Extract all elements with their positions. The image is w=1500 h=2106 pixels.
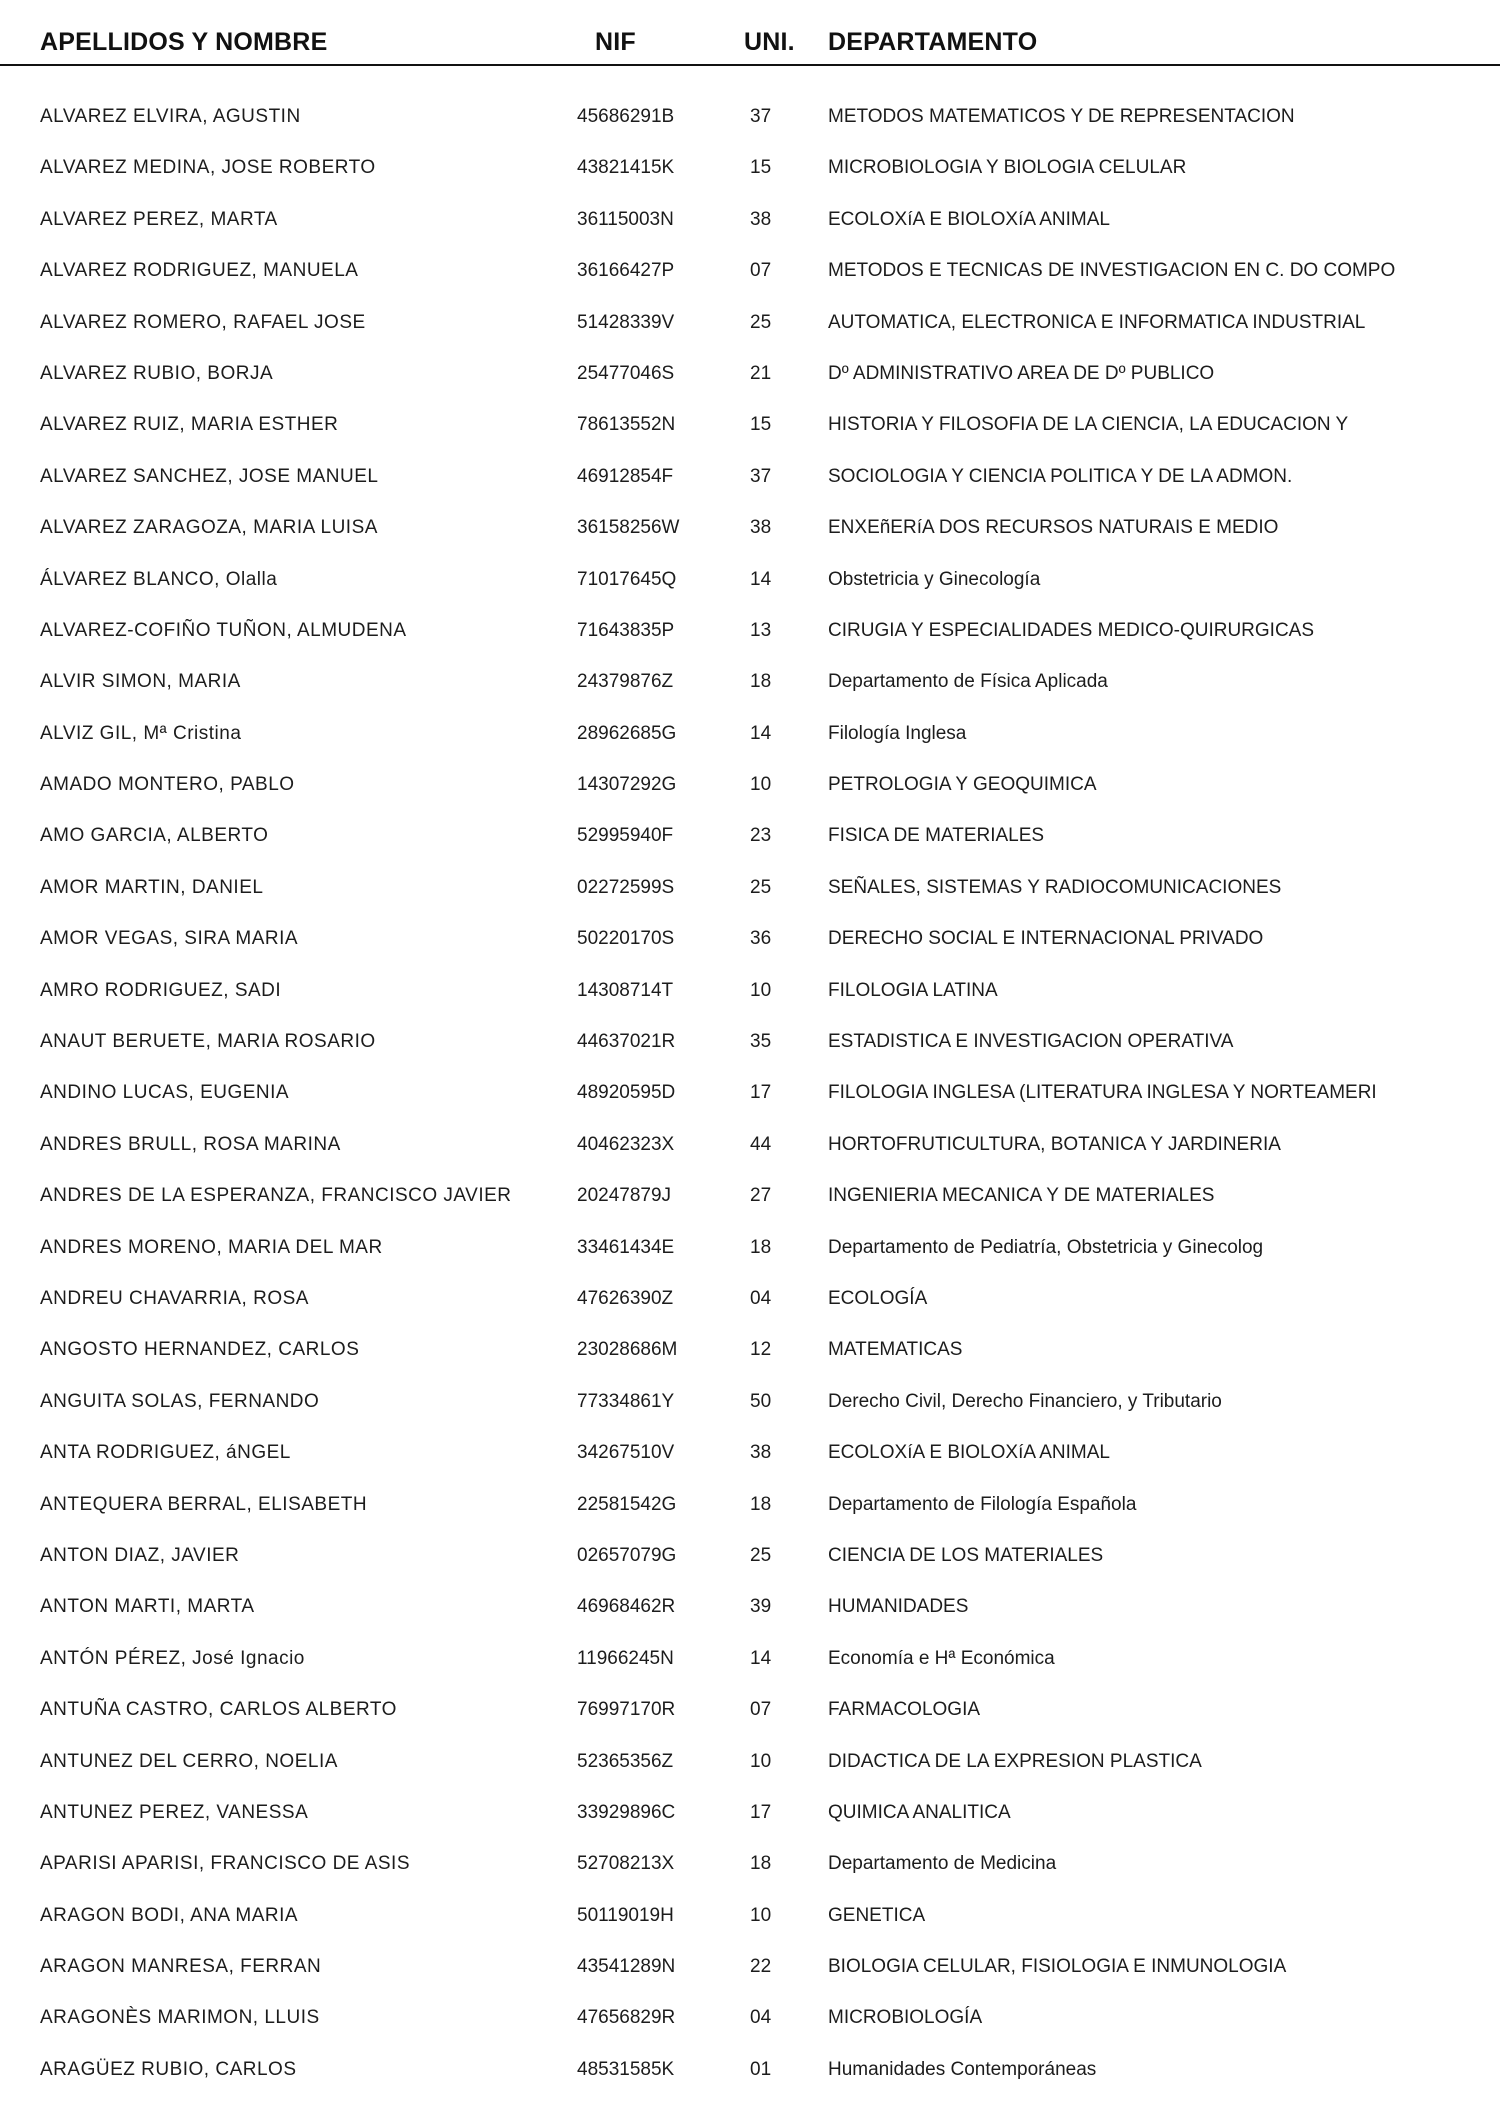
header-divider <box>0 64 1500 66</box>
table-row <box>0 359 1500 410</box>
nif-value: 34267510V <box>577 1442 675 1464</box>
department-name: FILOLOGIA INGLESA (LITERATURA INGLESA Y NORTEAMERI <box>828 1082 1377 1104</box>
person-name: ALVAREZ RUIZ, MARIA ESTHER <box>40 414 339 436</box>
uni-code: 07 <box>750 260 772 282</box>
uni-code: 01 <box>750 2058 772 2080</box>
department-name: ECOLOXíA E BIOLOXíA ANIMAL <box>828 208 1110 230</box>
person-name: ARAGON MANRESA, FERRAN <box>40 1956 322 1978</box>
uni-code: 15 <box>750 157 772 179</box>
person-name: AMOR MARTIN, DANIEL <box>40 876 264 898</box>
table-row <box>0 770 1500 821</box>
nif-value: 48531585K <box>577 2058 675 2080</box>
department-name: ECOLOXíA E BIOLOXíA ANIMAL <box>828 1442 1110 1464</box>
person-name: ANTEQUERA BERRAL, ELISABETH <box>40 1493 368 1515</box>
uni-code: 25 <box>750 311 772 333</box>
department-name: Dº ADMINISTRATIVO AREA DE Dº PUBLICO <box>828 362 1215 384</box>
department-name: FILOLOGIA LATINA <box>828 979 998 1001</box>
table-row <box>0 1541 1500 1592</box>
person-name: ALVAREZ PEREZ, MARTA <box>40 208 278 230</box>
uni-code: 25 <box>750 1544 772 1566</box>
table-row <box>0 1130 1500 1181</box>
table-row <box>0 1798 1500 1849</box>
department-name: Departamento de Filología Española <box>828 1493 1137 1515</box>
department-name: Derecho Civil, Derecho Financiero, y Tributario <box>828 1390 1222 1412</box>
person-name: ALVIZ GIL, Mª Cristina <box>40 722 242 744</box>
person-name: ALVAREZ SANCHEZ, JOSE MANUEL <box>40 465 379 487</box>
person-name: ANTUNEZ PEREZ, VANESSA <box>40 1801 309 1823</box>
department-name: MICROBIOLOGIA Y BIOLOGIA CELULAR <box>828 157 1187 179</box>
nif-value: 77334861Y <box>577 1390 675 1412</box>
uni-code: 10 <box>750 774 772 796</box>
department-name: METODOS MATEMATICOS Y DE REPRESENTACION <box>828 106 1295 127</box>
person-name: ANTON MARTI, MARTA <box>40 1596 255 1618</box>
nif-value: 50119019H <box>577 1904 674 1926</box>
department-name: QUIMICA ANALITICA <box>828 1801 1011 1823</box>
header-uni: UNI. <box>744 28 795 56</box>
department-name: ECOLOGÍA <box>828 1287 928 1309</box>
uni-code: 04 <box>750 1287 772 1309</box>
person-name: ALVAREZ MEDINA, JOSE ROBERTO <box>40 157 376 179</box>
table-row <box>0 924 1500 975</box>
person-name: ANTA RODRIGUEZ, áNGEL <box>40 1442 291 1464</box>
person-name: ALVAREZ RUBIO, BORJA <box>40 362 274 384</box>
uni-code: 13 <box>750 619 772 641</box>
uni-code: 36 <box>750 928 772 950</box>
person-name: ANTON DIAZ, JAVIER <box>40 1544 240 1566</box>
uni-code: 18 <box>750 1493 772 1515</box>
table-row <box>0 308 1500 359</box>
table-header <box>0 28 1500 62</box>
person-name: ANDRES BRULL, ROSA MARINA <box>40 1133 341 1155</box>
person-name: AMO GARCIA, ALBERTO <box>40 825 269 847</box>
nif-value: 36115003N <box>577 208 674 230</box>
table-row <box>0 1233 1500 1284</box>
nif-value: 40462323X <box>577 1133 675 1155</box>
department-name: MATEMATICAS <box>828 1339 963 1361</box>
nif-value: 43821415K <box>577 157 675 179</box>
department-name: Economía e Hª Económica <box>828 1647 1055 1669</box>
person-name: ANDRES DE LA ESPERANZA, FRANCISCO JAVIER <box>40 1185 512 1207</box>
person-name: AMRO RODRIGUEZ, SADI <box>40 979 282 1001</box>
person-name: ARAGON BODI, ANA MARIA <box>40 1904 299 1926</box>
nif-value: 71017645Q <box>577 568 677 590</box>
person-name: ANTUÑA CASTRO, CARLOS ALBERTO <box>40 1699 397 1721</box>
person-name: ANGOSTO HERNANDEZ, CARLOS <box>40 1339 360 1361</box>
uni-code: 22 <box>750 1956 772 1978</box>
department-name: Humanidades Contemporáneas <box>828 2058 1097 2080</box>
table-row <box>0 616 1500 667</box>
person-name: ARAGÜEZ RUBIO, CARLOS <box>40 2058 297 2080</box>
nif-value: 02657079G <box>577 1544 677 1566</box>
person-name: ANTUNEZ DEL CERRO, NOELIA <box>40 1750 338 1772</box>
nif-value: 11966245N <box>577 1647 674 1669</box>
person-name: ALVAREZ ROMERO, RAFAEL JOSE <box>40 311 366 333</box>
table-row <box>0 1747 1500 1798</box>
nif-value: 46968462R <box>577 1596 676 1618</box>
department-name: CIRUGIA Y ESPECIALIDADES MEDICO-QUIRURGICAS <box>828 619 1315 641</box>
nif-value: 33929896C <box>577 1801 676 1823</box>
department-name: AUTOMATICA, ELECTRONICA E INFORMATICA INDUSTRIAL <box>828 311 1366 333</box>
department-name: METODOS E TECNICAS DE INVESTIGACION EN C. DO COMPO <box>828 260 1396 282</box>
department-name: ESTADISTICA E INVESTIGACION OPERATIVA <box>828 1031 1234 1053</box>
department-name: BIOLOGIA CELULAR, FISIOLOGIA E INMUNOLOGIA <box>828 1956 1287 1978</box>
table-row <box>0 2055 1500 2106</box>
person-name: ANGUITA SOLAS, FERNANDO <box>40 1390 320 1412</box>
uni-code: 21 <box>750 362 772 384</box>
table-body <box>0 102 1500 2106</box>
table-row <box>0 1438 1500 1489</box>
nif-value: 51428339V <box>577 311 675 333</box>
department-name: INGENIERIA MECANICA Y DE MATERIALES <box>828 1185 1215 1207</box>
uni-code: 14 <box>750 722 772 744</box>
person-name: ARAGONÈS MARIMON, LLUIS <box>40 2007 320 2029</box>
department-name: ENXEñERíA DOS RECURSOS NATURAIS E MEDIO <box>828 517 1279 539</box>
table-row <box>0 565 1500 616</box>
nif-value: 23028686M <box>577 1339 678 1361</box>
uni-code: 04 <box>750 2007 772 2029</box>
table-row <box>0 1387 1500 1438</box>
uni-code: 15 <box>750 414 772 436</box>
department-name: FARMACOLOGIA <box>828 1699 981 1721</box>
nif-value: 43541289N <box>577 1956 676 1978</box>
person-name: ALVAREZ RODRIGUEZ, MANUELA <box>40 260 359 282</box>
nif-value: 52365356Z <box>577 1750 674 1772</box>
uni-code: 25 <box>750 876 772 898</box>
table-row <box>0 1901 1500 1952</box>
uni-code: 18 <box>750 1236 772 1258</box>
table-row <box>0 873 1500 924</box>
nif-value: 36158256W <box>577 517 680 539</box>
table-row <box>0 256 1500 307</box>
nif-value: 20247879J <box>577 1185 672 1207</box>
nif-value: 33461434E <box>577 1236 675 1258</box>
header-department: DEPARTAMENTO <box>828 28 1038 56</box>
department-name: PETROLOGIA Y GEOQUIMICA <box>828 774 1097 796</box>
uni-code: 14 <box>750 1647 772 1669</box>
department-name: HORTOFRUTICULTURA, BOTANICA Y JARDINERIA <box>828 1133 1281 1155</box>
uni-code: 27 <box>750 1185 772 1207</box>
uni-code: 44 <box>750 1133 772 1155</box>
nif-value: 71643835P <box>577 619 675 641</box>
person-name: ANTÓN PÉREZ, José Ignacio <box>40 1647 305 1669</box>
nif-value: 14308714T <box>577 979 674 1001</box>
table-row <box>0 205 1500 256</box>
uni-code: 50 <box>750 1390 772 1412</box>
nif-value: 48920595D <box>577 1082 676 1104</box>
table-row <box>0 153 1500 204</box>
uni-code: 37 <box>750 106 772 127</box>
department-name: HISTORIA Y FILOSOFIA DE LA CIENCIA, LA EDUCACION Y <box>828 414 1349 436</box>
nif-value: 02272599S <box>577 876 675 898</box>
person-name: ANDRES MORENO, MARIA DEL MAR <box>40 1236 383 1258</box>
department-name: Departamento de Pediatría, Obstetricia y Ginecolog <box>828 1236 1264 1258</box>
person-name: ALVAREZ ELVIRA, AGUSTIN <box>40 106 301 127</box>
uni-code: 37 <box>750 465 772 487</box>
table-row <box>0 1849 1500 1900</box>
nif-value: 44637021R <box>577 1031 676 1053</box>
person-name: APARISI APARISI, FRANCISCO DE ASIS <box>40 1853 411 1875</box>
table-row <box>0 1592 1500 1643</box>
person-name: AMADO MONTERO, PABLO <box>40 774 295 796</box>
person-name: ALVAREZ ZARAGOZA, MARIA LUISA <box>40 517 378 539</box>
header-name: APELLIDOS Y NOMBRE <box>40 28 328 56</box>
nif-value: 36166427P <box>577 260 675 282</box>
uni-code: 12 <box>750 1339 772 1361</box>
table-row <box>0 1490 1500 1541</box>
uni-code: 17 <box>750 1801 772 1823</box>
table-row <box>0 2003 1500 2054</box>
uni-code: 14 <box>750 568 772 590</box>
person-name: ALVAREZ-COFIÑO TUÑON, ALMUDENA <box>40 619 407 641</box>
uni-code: 35 <box>750 1031 772 1053</box>
uni-code: 39 <box>750 1596 772 1618</box>
nif-value: 45686291B <box>577 106 675 127</box>
person-name: ÁLVAREZ BLANCO, Olalla <box>40 568 278 590</box>
nif-value: 14307292G <box>577 774 677 796</box>
table-row <box>0 976 1500 1027</box>
department-name: CIENCIA DE LOS MATERIALES <box>828 1544 1104 1566</box>
uni-code: 18 <box>750 1853 772 1875</box>
department-name: HUMANIDADES <box>828 1596 969 1618</box>
table-row <box>0 102 1500 153</box>
department-name: Obstetricia y Ginecología <box>828 568 1041 590</box>
nif-value: 47626390Z <box>577 1287 674 1309</box>
table-row <box>0 1181 1500 1232</box>
table-row <box>0 719 1500 770</box>
department-name: GENETICA <box>828 1904 926 1926</box>
uni-code: 10 <box>750 979 772 1001</box>
table-row <box>0 821 1500 872</box>
table-row <box>0 462 1500 513</box>
uni-code: 23 <box>750 825 772 847</box>
nif-value: 47656829R <box>577 2007 676 2029</box>
nif-value: 22581542G <box>577 1493 677 1515</box>
department-name: DIDACTICA DE LA EXPRESION PLASTICA <box>828 1750 1202 1772</box>
table-row <box>0 667 1500 718</box>
department-name: SEÑALES, SISTEMAS Y RADIOCOMUNICACIONES <box>828 876 1282 898</box>
uni-code: 38 <box>750 1442 772 1464</box>
table-row <box>0 1644 1500 1695</box>
department-name: Filología Inglesa <box>828 722 967 744</box>
uni-code: 10 <box>750 1750 772 1772</box>
department-name: MICROBIOLOGÍA <box>828 2007 983 2029</box>
uni-code: 38 <box>750 208 772 230</box>
uni-code: 10 <box>750 1904 772 1926</box>
nif-value: 52708213X <box>577 1853 675 1875</box>
table-row <box>0 1027 1500 1078</box>
table-row <box>0 1335 1500 1386</box>
table-row <box>0 1078 1500 1129</box>
department-name: Departamento de Medicina <box>828 1853 1057 1875</box>
header-nif: NIF <box>595 28 636 56</box>
table-row <box>0 1695 1500 1746</box>
table-row <box>0 1284 1500 1335</box>
nif-value: 52995940F <box>577 825 674 847</box>
nif-value: 25477046S <box>577 362 675 384</box>
person-name: ANDINO LUCAS, EUGENIA <box>40 1082 290 1104</box>
uni-code: 18 <box>750 671 772 693</box>
person-name: AMOR VEGAS, SIRA MARIA <box>40 928 299 950</box>
nif-value: 50220170S <box>577 928 675 950</box>
table-row <box>0 1952 1500 2003</box>
department-name: Departamento de Física Aplicada <box>828 671 1108 693</box>
person-name: ANDREU CHAVARRIA, ROSA <box>40 1287 309 1309</box>
uni-code: 17 <box>750 1082 772 1104</box>
nif-value: 46912854F <box>577 465 674 487</box>
nif-value: 28962685G <box>577 722 677 744</box>
person-name: ANAUT BERUETE, MARIA ROSARIO <box>40 1031 376 1053</box>
uni-code: 07 <box>750 1699 772 1721</box>
table-row <box>0 513 1500 564</box>
department-name: FISICA DE MATERIALES <box>828 825 1045 847</box>
uni-code: 38 <box>750 517 772 539</box>
nif-value: 24379876Z <box>577 671 674 693</box>
person-name: ALVIR SIMON, MARIA <box>40 671 241 693</box>
department-name: SOCIOLOGIA Y CIENCIA POLITICA Y DE LA ADMON. <box>828 465 1293 487</box>
table-row <box>0 410 1500 461</box>
nif-value: 76997170R <box>577 1699 676 1721</box>
department-name: DERECHO SOCIAL E INTERNACIONAL PRIVADO <box>828 928 1264 950</box>
nif-value: 78613552N <box>577 414 676 436</box>
